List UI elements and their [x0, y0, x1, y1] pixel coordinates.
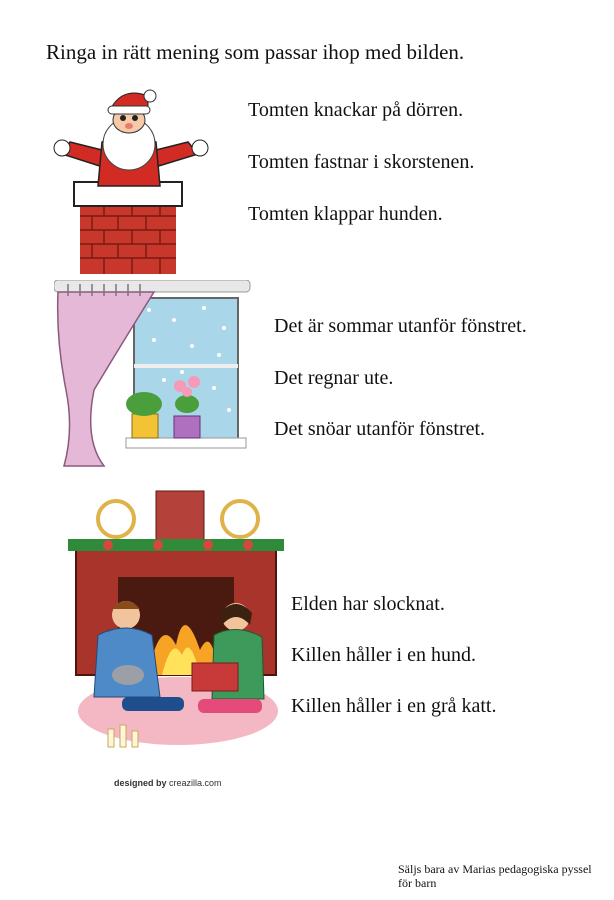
snowy-window-illustration	[54, 280, 254, 470]
sentence-option[interactable]: Tomten knackar på dörren.	[248, 99, 464, 121]
image-credit	[114, 778, 222, 788]
credit-brand: creazilla.com	[169, 778, 222, 788]
sentence-option[interactable]: Det är sommar utanför fönstret.	[274, 315, 527, 337]
footer-line-1: Säljs bara av Marias pedagogiska pyssel	[398, 862, 592, 876]
page-title: Ringa in rätt mening som passar ihop med bilden.	[46, 40, 465, 64]
sentence-option[interactable]: Det snöar utanför fönstret.	[274, 418, 486, 440]
sentence-option[interactable]: Det regnar ute.	[274, 367, 394, 389]
sentence-option[interactable]: Tomten fastnar i skorstenen.	[248, 151, 475, 173]
sentence-option[interactable]: Killen håller i en grå katt.	[291, 695, 497, 717]
sentence-option[interactable]: Killen håller i en hund.	[291, 644, 476, 666]
footer-line-2: för barn	[398, 876, 437, 890]
santa-chimney-illustration	[52, 82, 212, 274]
fireplace-children-illustration	[68, 485, 284, 769]
credit-prefix: designed by	[114, 778, 167, 788]
sentence-option[interactable]: Tomten klappar hunden.	[248, 203, 443, 225]
footer-note	[398, 862, 614, 890]
sentence-option[interactable]: Elden har slocknat.	[291, 593, 445, 615]
